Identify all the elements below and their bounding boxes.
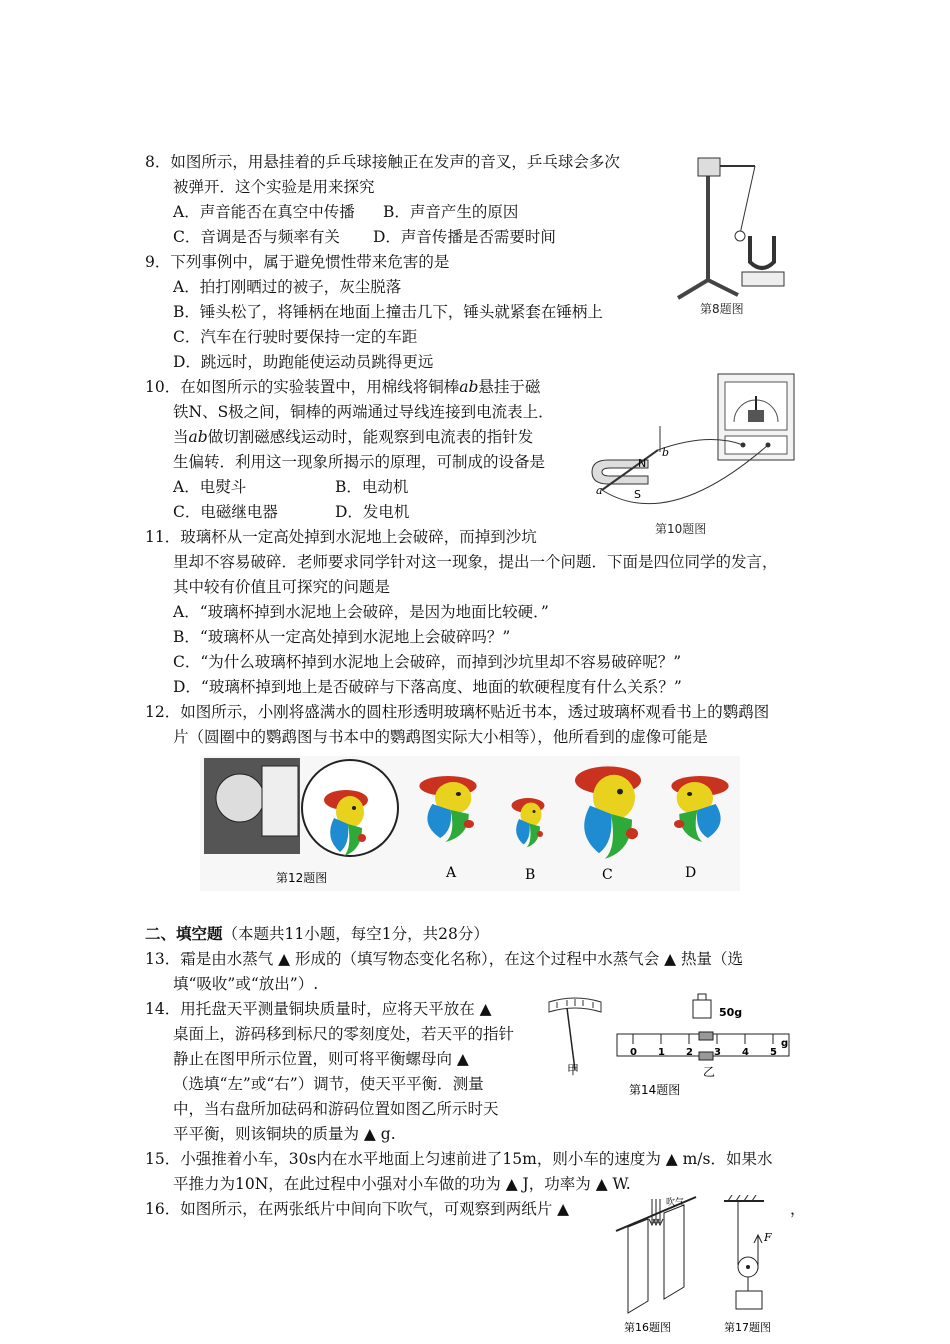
q10-figure-caption: 第10题图: [655, 522, 707, 536]
q13-line1: 13．霜是由水蒸气 ▲ 形成的（填写物态变化名称），在这个过程中水蒸气会 ▲ 热量（选: [145, 950, 744, 968]
q15-line1: 15．小强推着小车，30s内在水平地面上匀速前进了15m，则小车的速度为 ▲ m/s．如果水: [145, 1150, 773, 1168]
q14-line1: 14．用托盘天平测量铜块质量时，应将天平放在 ▲: [145, 1000, 492, 1018]
q14-tick-5: 5: [770, 1047, 777, 1058]
q13-line2: 填“吸收”或“放出”）.: [173, 975, 319, 993]
q10-option-a: A．电熨斗: [173, 478, 247, 496]
q12-option-b-label: B: [525, 867, 536, 883]
q10-stem-line4: 生偏转．利用这一现象所揭示的原理，可制成的设备是: [173, 453, 546, 471]
q14-tick-1: 1: [658, 1047, 665, 1058]
q14-line2: 桌面上，游码移到标尺的零刻度处，若天平的指针: [173, 1025, 515, 1043]
q10-option-c: C．电磁继电器: [173, 503, 278, 521]
q16-blow-label: 吹气: [666, 1198, 685, 1208]
q10-stem-line1: 10．在如图所示的实验装置中，用棉线将铜棒ab悬挂于磁: [145, 378, 541, 396]
q17-force-label: F: [764, 1231, 772, 1244]
q11-option-c: C．“为什么玻璃杯掉到水泥地上会破碎，而掉到沙坑里却不容易破碎呢？”: [173, 653, 682, 671]
q14-line5: 中，当右盘所加砝码和游码位置如图乙所示时天: [173, 1100, 499, 1118]
q10-figure-generator-apparatus: [588, 372, 798, 512]
q8-option-d: D．声音传播是否需要时间: [373, 228, 556, 246]
q14-tick-2: 2: [686, 1047, 693, 1058]
q10-stem-line2: 铁N、S极之间，铜棒的两端通过导线连接到电流表上．: [173, 403, 554, 421]
q14-label-jia: 甲: [567, 1063, 580, 1077]
q14-weight-label: 50g: [719, 1006, 743, 1019]
q11-option-a: A．“玻璃杯掉到水泥地上会破碎，是因为地面比较硬．”: [173, 603, 549, 621]
q14-line3: 静止在图甲所示位置，则可将平衡螺母向 ▲: [173, 1050, 469, 1068]
q11-option-b: B．“玻璃杯从一定高处掉到水泥地上会破碎吗？”: [173, 628, 511, 646]
section2-heading: 二、填空题（本题共11小题，每空1分，共28分）: [145, 924, 489, 943]
q12-stem-line2: 片（圆圈中的鹦鹉图与书本中的鹦鹉图实际大小相等），他所看到的虚像可能是: [173, 728, 708, 746]
q8-figure-caption: 第8题图: [700, 302, 744, 316]
q14-line6: 平平衡，则该铜块的质量为 ▲ g.: [173, 1125, 396, 1143]
q16-figure-caption: 第16题图: [624, 1321, 671, 1334]
q12-option-a-label: A: [446, 865, 457, 881]
q9-option-a: A．拍打刚晒过的被子，灰尘脱落: [173, 278, 402, 296]
q12-figure-parrot-images: [200, 756, 740, 891]
q10-label-a: a: [596, 484, 603, 497]
q16-comma: ，: [790, 1200, 806, 1218]
q8-option-b: B．声音产生的原因: [383, 203, 519, 221]
q16-line1: 16．如图所示，在两张纸片中间向下吹气，可观察到两纸片 ▲: [145, 1200, 570, 1218]
q12-stem-line1: 12．如图所示，小刚将盛满水的圆柱形透明玻璃杯贴近书本，透过玻璃杯观看书上的鹦鹉图: [145, 703, 770, 721]
q17-figure-caption: 第17题图: [724, 1321, 771, 1334]
q14-tick-4: 4: [742, 1047, 749, 1058]
q12-option-d-label: D: [685, 865, 697, 881]
q11-stem-line1: 11．玻璃杯从一定高处掉到水泥地上会破碎，而掉到沙坑: [145, 528, 537, 546]
q12-figure-caption: 第12题图: [276, 871, 328, 885]
q14-label-yi: 乙: [703, 1065, 716, 1079]
q10-option-b: B．电动机: [335, 478, 409, 496]
q8-figure-tuning-fork: [670, 150, 790, 325]
q14-line4: （选填“左”或“右”）调节，使天平平衡．测量: [173, 1075, 484, 1093]
q8-stem-line1: 8．如图所示，用悬挂着的乒乓球接触正在发声的音叉，乒乓球会多次: [145, 153, 620, 171]
q15-line2: 平推力为10N，在此过程中小强对小车做的功为 ▲ J，功率为 ▲ W.: [173, 1175, 631, 1193]
q11-stem-line3: 其中较有价值且可探究的问题是: [173, 578, 391, 596]
q9-option-b: B．锤头松了，将锤柄在地面上撞击几下，锤头就紧套在锤柄上: [173, 303, 603, 321]
q9-option-c: C．汽车在行驶时要保持一定的车距: [173, 328, 418, 346]
q14-tick-0: 0: [630, 1047, 637, 1058]
q14-tick-3: 3: [714, 1047, 721, 1058]
q10-label-b: b: [662, 446, 670, 459]
q11-stem-line2: 里却不容易破碎．老师要求同学针对这一现象，提出一个问题．下面是四位同学的发言，: [173, 553, 778, 571]
q14-figure-caption: 第14题图: [629, 1083, 681, 1097]
q14-figure-balance: [545, 990, 793, 1100]
q10-stem-line3: 当ab做切割磁感线运动时，能观察到电流表的指针发: [173, 428, 534, 446]
q14-scale-unit: g: [781, 1038, 789, 1049]
q10-label-s: S: [634, 488, 641, 501]
q9-option-d: D．跳远时，助跑能使运动员跳得更远: [173, 353, 434, 371]
q16-q17-figures: [612, 1195, 788, 1341]
q12-option-c-label: C: [602, 867, 613, 883]
q10-label-n: N: [638, 457, 647, 470]
q11-option-d: D．“玻璃杯掉到地上是否破碎与下落高度、地面的软硬程度有什么关系？”: [173, 678, 682, 696]
q10-option-d: D．发电机: [335, 503, 410, 521]
q9-stem: 9．下列事例中，属于避免惯性带来危害的是: [145, 253, 450, 271]
q8-option-a: A．声音能否在真空中传播: [173, 203, 355, 221]
q8-stem-line2: 被弹开．这个实验是用来探究: [173, 178, 375, 196]
q8-option-c: C．音调是否与频率有关: [173, 228, 340, 246]
